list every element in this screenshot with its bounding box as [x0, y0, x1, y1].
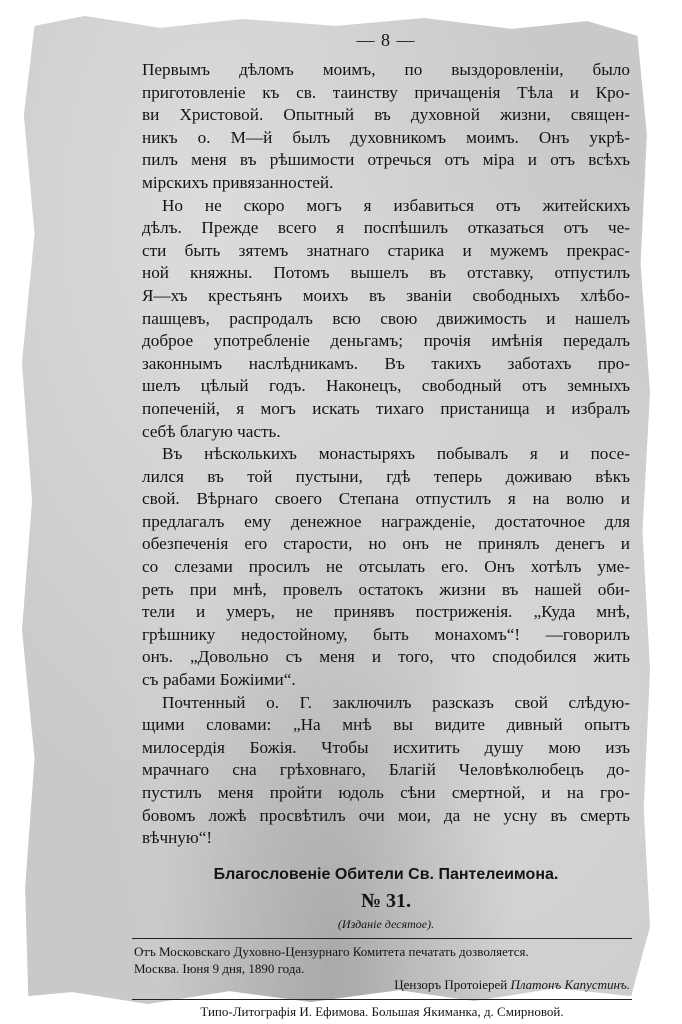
text-line: мрачнаго сна грѣховнаго, Благій Человѣколюбецъ до-	[142, 760, 630, 780]
text-line: пустилъ меня пройти юдоль сѣни смертной, и на гро-	[142, 783, 630, 802]
text-line: себѣ благую часть.	[142, 421, 281, 441]
text-line: доброе употребленіе деньгамъ; прочія имѣнія передалъ	[142, 331, 630, 351]
text-line: вѣчную“!	[142, 828, 213, 848]
paragraph	[142, 443, 630, 692]
text-line: ной княжны. Потомъ вышелъ въ отставку, отпустилъ	[142, 263, 630, 283]
text-line: предлагалъ ему денежное награжденіе, достаточное для	[142, 511, 630, 531]
censor-name: Платонъ Капустинъ.	[510, 976, 630, 992]
censor-permission: Отъ Московскаго Духовно-Цензурнаго Комитета печатать дозволяется.	[134, 943, 529, 959]
page-content	[134, 30, 630, 1020]
text-line: Первымъ дѣломъ моимъ, по выздоровленіи, было	[142, 60, 630, 79]
text-line: приготовленіе къ св. таинству причащенія Тѣла и Кро-	[142, 82, 630, 102]
text-line: шелъ цѣлый годъ. Наконецъ, свободный отъ земныхъ	[142, 376, 630, 396]
censor-signature	[142, 977, 630, 993]
text-line: дѣлъ. Прежде всего я поспѣшилъ отказаться отъ че-	[142, 218, 630, 238]
printer-divider	[132, 999, 632, 1000]
text-line: со слезами просилъ не отсылать его. Онъ хотѣлъ уме-	[142, 557, 630, 577]
edition-note: (Изданіе десятое).	[337, 916, 435, 931]
paragraph	[142, 59, 630, 195]
text-line: никъ о. М—й былъ духовникомъ моимъ. Онъ укрѣ-	[142, 127, 630, 147]
censor-date: Москва. Іюня 9 дня, 1890 года.	[134, 960, 305, 976]
body-text	[142, 59, 630, 850]
text-line: Я—хъ крестьянъ моихъ въ званіи свободныхъ хлѣбо-	[142, 285, 630, 305]
paragraph	[142, 195, 630, 444]
printer-imprint: Типо-Литографія И. Ефимова. Большая Якиманка, д. Смирновой.	[200, 1003, 564, 1019]
text-line: свой. Вѣрнаго своего Степана отпустилъ я на волю и	[142, 489, 630, 509]
text-line: сти быть зятемъ знатнаго старика и мужемъ прекрас-	[142, 240, 630, 260]
text-line: Почтенный о. Г. заключилъ разсказъ свой слѣдую-	[162, 692, 630, 712]
text-line: съ рабами Божіими“.	[142, 670, 296, 690]
text-line: пилъ меня въ рѣшимости отречься отъ міра и отъ всѣхъ	[142, 150, 630, 170]
issue-number: № 31.	[360, 889, 412, 912]
text-line: законнымъ наслѣдникамъ. Въ такихъ заботахъ про-	[142, 353, 630, 373]
footer-divider	[132, 938, 632, 939]
text-line: онъ. „Довольно съ меня и того, что сподобился жить	[142, 647, 630, 667]
text-line: милосердія Божія. Чтобы исхитить душу мою изъ	[142, 737, 630, 757]
text-line: Въ нѣсколькихъ монастыряхъ побывалъ я и посе-	[162, 444, 630, 464]
text-line: щими словами: „На мнѣ вы видите дивный опытъ	[142, 715, 630, 735]
text-line: попеченій, я могъ искать тихаго пристанища и избралъ	[142, 398, 630, 418]
text-line: Но не скоро могъ я избавиться отъ житейскихъ	[162, 195, 630, 215]
text-line: бовомъ ложѣ просвѣтилъ очи мои, да не усну въ смерть	[142, 805, 630, 825]
blessing-title: Благословеніе Обители Св. Пантелеимона.	[213, 865, 559, 883]
censor-label: Цензоръ Протоіерей	[394, 976, 508, 992]
text-line: реть при мнѣ, провелъ остатокъ жизни въ нашей оби-	[142, 579, 630, 599]
text-line: пашцевъ, распродалъ всю свою движимость и нашелъ	[142, 308, 630, 328]
text-line: грѣшнику недостойному, быть монахомъ“! —говорилъ	[142, 624, 630, 644]
text-line: тели и умеръ, не принявъ постриженія. „Куда мнѣ,	[142, 602, 630, 622]
paragraph	[142, 692, 630, 850]
text-line: мірскихъ привязанностей.	[142, 172, 334, 192]
page-number: — 8 —	[356, 30, 416, 50]
text-line: обезпеченія его старости, но онъ не принялъ денегъ и	[142, 534, 630, 554]
text-line: лился въ той пустыни, гдѣ теперь доживаю вѣкъ	[142, 466, 630, 486]
text-line: ви Христовой. Опытный въ духовной жизни, священ-	[142, 105, 630, 125]
